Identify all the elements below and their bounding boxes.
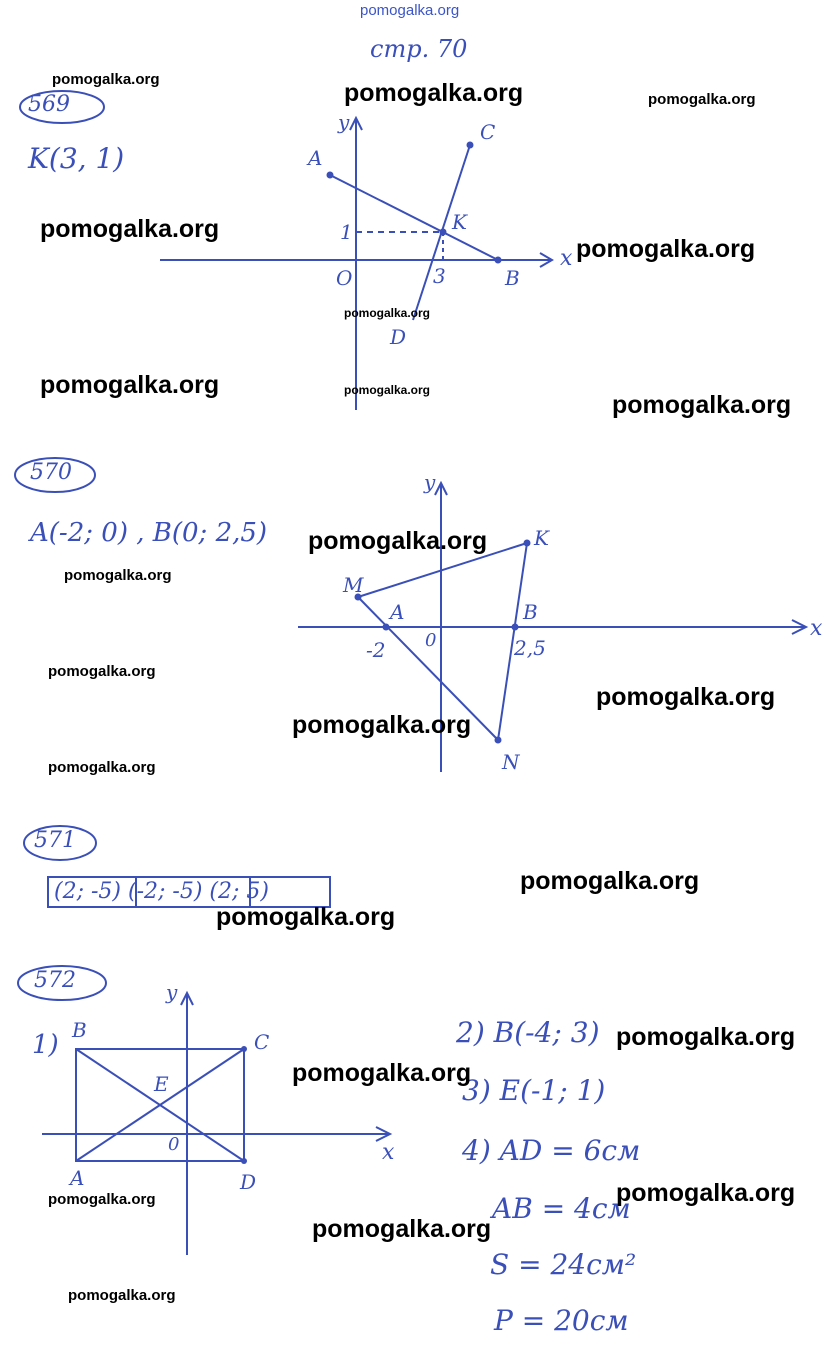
label-x-569: x — [560, 246, 573, 271]
watermark: pomogalka.org — [292, 711, 472, 739]
label-y-570: y — [424, 470, 436, 494]
watermark: pomogalka.org — [68, 1287, 176, 1304]
line-572-2: 2) B(-4; 3) — [456, 1016, 600, 1049]
label-c-572: C — [254, 1030, 270, 1054]
task-number-569: 569 — [28, 92, 70, 117]
watermark: pomogalka.org — [344, 383, 431, 397]
task-number-571: 571 — [34, 828, 76, 853]
answer-569: K(3, 1) — [28, 142, 125, 175]
task-number-570: 570 — [30, 460, 72, 485]
label-origin-569: O — [336, 266, 353, 290]
label-origin-570: 0 — [425, 630, 437, 651]
watermark: pomogalka.org — [64, 567, 172, 584]
watermark: pomogalka.org — [616, 1023, 796, 1051]
label-d-569: D — [390, 325, 407, 349]
watermark: pomogalka.org — [576, 235, 756, 263]
watermark: pomogalka.org — [344, 306, 431, 320]
answer-570: A(-2; 0) , B(0; 2,5) — [30, 518, 268, 548]
watermark: pomogalka.org — [616, 1179, 796, 1207]
watermark: pomogalka.org — [292, 1059, 472, 1087]
label-x-570: x — [810, 616, 823, 641]
label-25-570: 2,5 — [514, 636, 546, 660]
watermark: pomogalka.org — [48, 759, 156, 776]
label-three-569: 3 — [433, 264, 446, 288]
label-m-570: M — [343, 573, 364, 597]
label-b-569: B — [505, 266, 520, 290]
watermark: pomogalka.org — [216, 903, 396, 931]
label-e-572: E — [154, 1072, 169, 1096]
watermark: pomogalka.org — [648, 91, 756, 108]
label-y-572: y — [166, 980, 178, 1004]
line-572-4: 4) AD = 6см — [462, 1134, 641, 1167]
label-k-570: K — [534, 526, 549, 550]
watermark: pomogalka.org — [612, 391, 792, 419]
label-k-569: K — [452, 210, 467, 234]
label-origin-572: 0 — [168, 1134, 180, 1155]
page-number: стр. 70 — [370, 35, 468, 63]
label-c-569: C — [480, 120, 496, 144]
watermark: pomogalka.org — [40, 215, 220, 243]
watermark: pomogalka.org — [308, 527, 488, 555]
task-number-572: 572 — [34, 968, 76, 993]
watermark: pomogalka.org — [48, 663, 156, 680]
label-minus2-570: -2 — [366, 638, 386, 662]
label-a-570: A — [390, 600, 405, 624]
line-572-s: S = 24см² — [490, 1248, 637, 1281]
watermark: pomogalka.org — [520, 867, 700, 895]
label-a-572: A — [70, 1166, 85, 1190]
answer-571: (2; -5) (-2; -5) (2; 5) — [54, 879, 269, 904]
label-one-569: 1 — [340, 220, 353, 244]
site-link-top[interactable]: pomogalka.org — [360, 2, 460, 19]
line-572-3: 3) E(-1; 1) — [462, 1074, 606, 1107]
label-y-569: y — [338, 110, 350, 134]
watermark: pomogalka.org — [344, 79, 524, 107]
watermark: pomogalka.org — [52, 71, 160, 88]
watermark: pomogalka.org — [40, 371, 220, 399]
part1-572: 1) — [32, 1030, 59, 1060]
watermark: pomogalka.org — [48, 1191, 156, 1208]
label-a-569: A — [308, 146, 323, 170]
label-b-570: B — [523, 600, 538, 624]
label-x-572: x — [382, 1140, 395, 1165]
watermark: pomogalka.org — [596, 683, 776, 711]
label-d-572: D — [240, 1170, 257, 1194]
label-b-572: B — [72, 1018, 87, 1042]
watermark: pomogalka.org — [312, 1215, 492, 1243]
line-572-ab: AB = 4см — [492, 1192, 631, 1225]
line-572-p: P = 20см — [494, 1304, 629, 1337]
label-n-570: N — [502, 750, 520, 774]
